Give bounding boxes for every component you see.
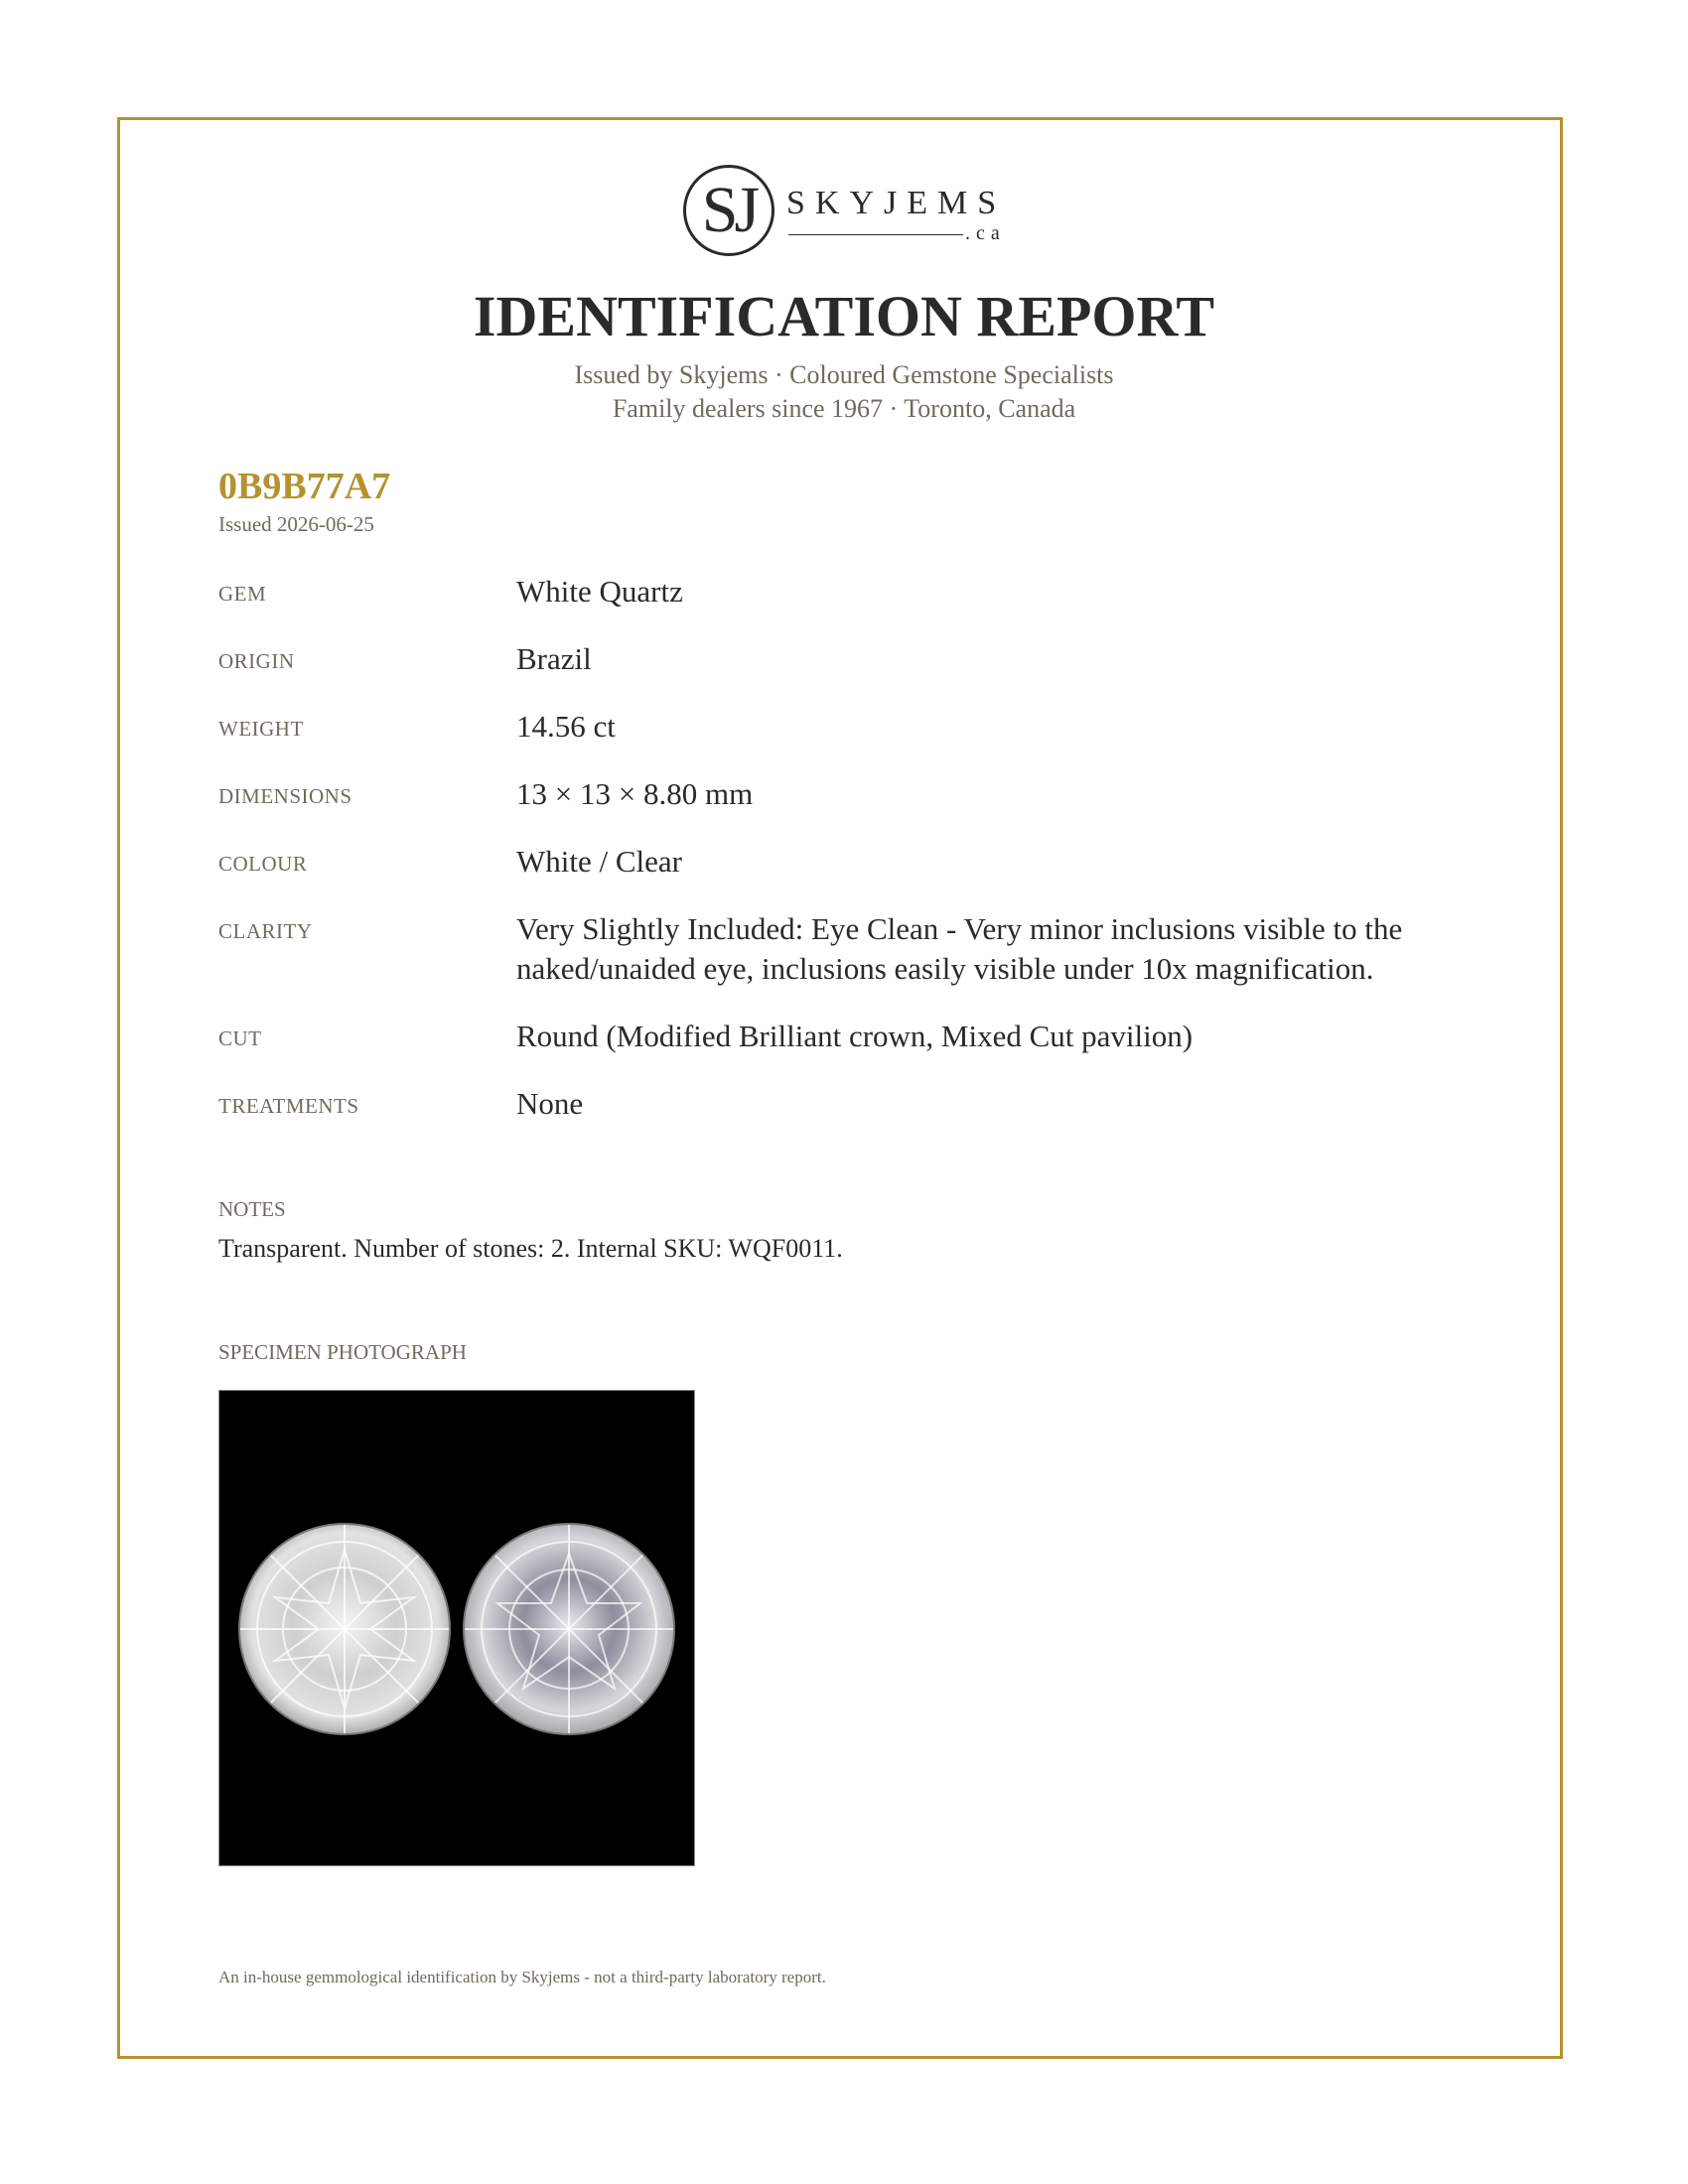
field-label: ORIGIN	[218, 649, 295, 673]
field-value: White Quartz	[516, 574, 683, 609]
field-label: GEM	[218, 582, 267, 606]
tagline: Family dealers since 1967 · Toronto, Canada	[612, 394, 1076, 423]
field-value: 13 × 13 × 8.80 mm	[516, 776, 754, 811]
report-id: 0B9B77A7	[218, 466, 391, 507]
field-value: Very Slightly Included: Eye Clean - Very minor inclusions visible to the naked/unaided eye, inclusions easily visible under 10x magnification.	[516, 911, 1403, 986]
logo-domain-suffix: .ca	[965, 222, 1006, 244]
gemstones-image	[219, 1391, 694, 1865]
field-value: White / Clear	[516, 844, 682, 879]
gem-right	[464, 1524, 674, 1734]
field-label: COLOUR	[218, 852, 308, 876]
field-label: CUT	[218, 1026, 262, 1050]
field-value: 14.56 ct	[516, 709, 616, 744]
field-label: WEIGHT	[218, 717, 304, 741]
field-value: None	[516, 1086, 584, 1121]
specimen-photograph	[218, 1390, 695, 1866]
logo-rule	[788, 234, 963, 235]
report-title: IDENTIFICATION REPORT	[473, 284, 1215, 348]
gem-left	[239, 1524, 450, 1734]
field-label: CLARITY	[218, 919, 313, 943]
logo-monogram: SJ	[701, 174, 757, 246]
issuer-line: Issued by Skyjems · Coloured Gemstone Specialists	[574, 360, 1114, 389]
field-value: Brazil	[516, 641, 592, 676]
notes-text: Transparent. Number of stones: 2. Internal SKU: WQF0011.	[218, 1234, 843, 1263]
footer-disclaimer: An in-house gemmological identification by Skyjems - not a third-party laboratory report.	[218, 1968, 826, 1986]
logo-wordmark: SKYJEMS	[786, 185, 1007, 221]
notes-label: NOTES	[218, 1197, 286, 1221]
field-label: DIMENSIONS	[218, 784, 352, 808]
photo-label: SPECIMEN PHOTOGRAPH	[218, 1340, 467, 1364]
skyjems-logo	[683, 165, 1011, 264]
field-label: TREATMENTS	[218, 1094, 359, 1118]
issued-date: Issued 2026-06-25	[218, 512, 374, 536]
field-value: Round (Modified Brilliant crown, Mixed Cut pavilion)	[516, 1019, 1194, 1053]
